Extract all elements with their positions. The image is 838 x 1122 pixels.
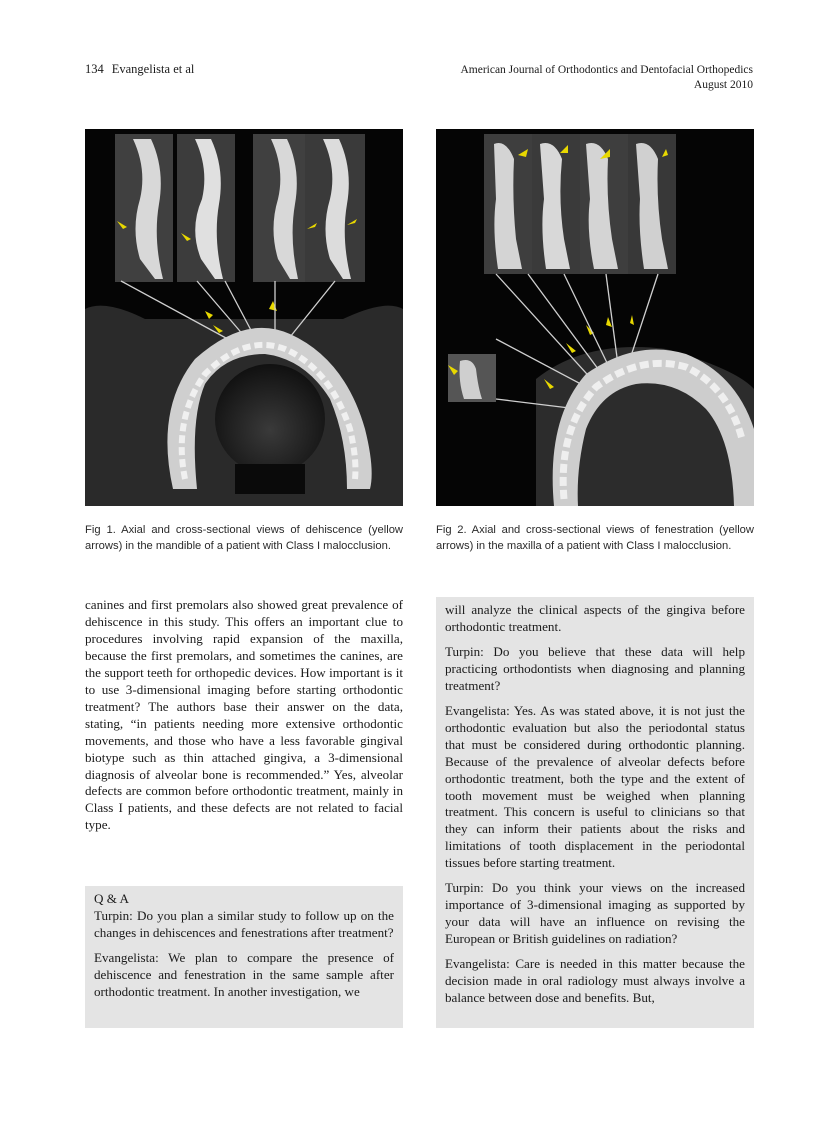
qa-box-left (85, 886, 403, 1028)
qa-paragraph: Evangelista: Care is needed in this matter because the decision made in oral radiology must always involve a balance between dose and benefits. But, (445, 956, 745, 1006)
qa-title: Q & A (94, 891, 129, 906)
figure-2-image (436, 129, 754, 506)
page-number: 134 (85, 62, 104, 76)
qa-paragraph: Turpin: Do you think your views on the increased importance of 3-dimensional imaging as supported by your data will have an influence on revising the European or British guidelines on radiation? (445, 880, 745, 947)
figure-1-caption: Fig 1. Axial and cross-sectional views of dehiscence (yellow arrows) in the mandible of a patient with Class I malocclusion. (85, 524, 403, 552)
qa-paragraph: Turpin: Do you believe that these data will help practicing orthodontists when diagnosing and planning treatment? (445, 643, 745, 693)
qa-box-right (436, 597, 754, 1028)
figure-1-image (85, 129, 403, 506)
body-text-left: canines and first premolars also showed great prevalence of dehiscence in this study. This offers an important clue to procedures involving rapid expansion of the maxilla, because the first premolars, and sometimes the canines, are the support teeth for orthopedic devices. How important is it to use 3-dimensional imaging before starting orthodontic treatment? The authors base their answer on the data, stating, “in patients needing more extensive orthodontic movements, and those who have a less favorable gingival biotype such as thin attached gingiva, a 3-dimensional diagnosis of alveolar bone is recommended.” Yes, alveolar defects are common before orthodontic treatment, mainly in Class I patients, and these defects are not related to facial type. (85, 597, 403, 833)
figure-2-caption: Fig 2. Axial and cross-sectional views of fenestration (yellow arrows) in the maxilla of a patient with Class I malocclusion. (436, 524, 754, 552)
running-authors: Evangelista et al (111, 62, 195, 76)
qa-paragraph: Evangelista: We plan to compare the presence of dehiscence and fenestration in the same sample after orthodontic treatment. In another investigation, we (94, 949, 394, 999)
qa-paragraph: Evangelista: Yes. As was stated above, it is not just the orthodontic evaluation but also the periodontal status that must be considered during orthodontic planning. Because of the prevalence of alveolar defects before orthodontic treatment, both the type and the extent of tooth movement must be weighed when planning treatment. This concern is useful to clinicians so that they can inform their patients about the risks and limitations of tooth displacement in the periodontal tissues before starting treatment. (445, 702, 745, 871)
journal-name: American Journal of Orthodontics and Dentofacial Orthopedics (460, 64, 753, 76)
running-header-right (460, 63, 753, 93)
qa-paragraph: Turpin: Do you plan a similar study to follow up on the changes in dehiscences and fenestrations after treatment? (94, 907, 394, 940)
issue-date: August 2010 (693, 79, 753, 91)
running-header-left (85, 62, 194, 77)
qa-paragraph: will analyze the clinical aspects of the gingiva before orthodontic treatment. (445, 602, 745, 634)
